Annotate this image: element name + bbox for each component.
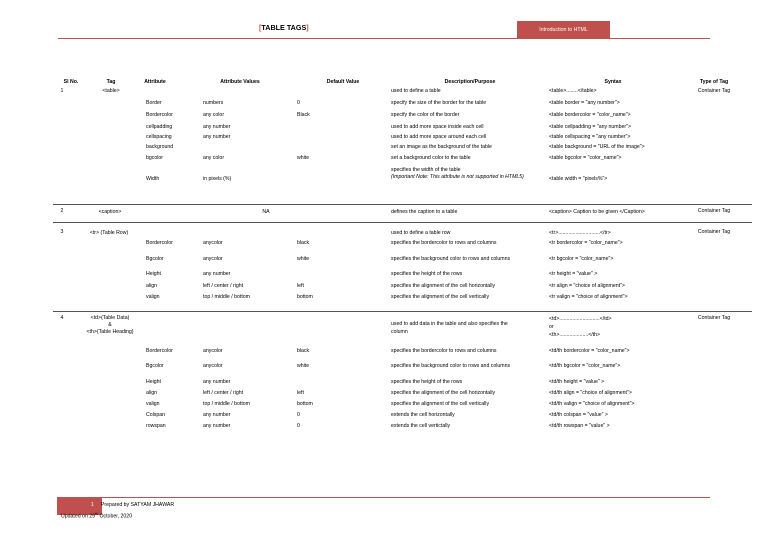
td-val-bgcolor: anycolor — [203, 363, 223, 369]
col-sl-no: Sl No. — [63, 79, 79, 85]
td-val-valign: top / middle / bottom — [203, 401, 250, 407]
header-tab: Introduction to HTML — [517, 21, 610, 38]
row-td-desc-2: column — [391, 329, 408, 335]
tr-attr-align: align — [146, 283, 157, 289]
row-td-syntax-2: or — [549, 324, 554, 330]
row-td-syntax-1: <td>............................</td> — [549, 316, 612, 322]
tr-attr-height: Height — [146, 271, 161, 277]
tr-desc-bordercolor: specifies the bordercolor to rows and columns — [391, 240, 497, 246]
table-note-width: (Important Note: This attribute is not supported in HTML5) — [391, 174, 524, 180]
title-bracket-close: ] — [306, 23, 309, 32]
td-syn-valign: <td/th valign = "choice of alignment"> — [549, 401, 635, 407]
table-syn-bgcolor: <table bgcolor = "color_name"> — [549, 155, 622, 161]
td-attr-rowspan: rowspan — [146, 423, 166, 429]
tr-val-bordercolor: anycolor — [203, 240, 223, 246]
table-attr-bgcolor: bgcolor — [146, 155, 164, 161]
tr-val-height: any number — [203, 271, 231, 277]
td-desc-align: specifies the alignment of the cell horizontally — [391, 390, 496, 396]
row-caption-type: Container Tag — [697, 208, 731, 214]
td-def-rowspan: 0 — [297, 423, 300, 429]
row-td-tag-2: & — [108, 322, 112, 328]
page-number: 1 — [91, 502, 94, 508]
col-attribute-values: Attribute Values — [220, 79, 260, 85]
col-type-of-tag: Type of Tag — [699, 79, 729, 85]
table-attr-border: Border — [146, 100, 162, 106]
table-val-width: in pixels (%) — [203, 176, 232, 182]
tr-desc-bgcolor: specifies the background color to rows and columns — [391, 256, 511, 262]
col-default-value: Default Value — [326, 79, 360, 85]
td-def-align: left — [297, 390, 304, 396]
table-desc-cellpadding: used to add more space inside each cell — [391, 124, 484, 130]
tr-syn-align: <tr align = "choice of alignment"> — [549, 283, 625, 289]
table-val-bordercolor: any color — [203, 112, 225, 118]
tr-syn-bgcolor: <tr bgcolor = "color_name"> — [549, 256, 614, 262]
row-table-desc: used to define a table — [391, 88, 441, 94]
row-divider — [53, 204, 752, 205]
td-attr-bordercolor: Bordercolor — [146, 348, 173, 354]
row-tr-sl: 3 — [60, 229, 64, 235]
row-tr-type: Container Tag — [697, 229, 731, 235]
table-def-bgcolor: white — [297, 155, 310, 161]
td-attr-height: Height — [146, 379, 161, 385]
table-desc-width: specifies the width of the table — [391, 167, 461, 173]
tr-syn-bordercolor: <tr bordercolor = "color_name"> — [549, 240, 623, 246]
tr-desc-height: specifies the height of the rows — [391, 271, 463, 277]
updated-date — [61, 512, 132, 520]
tr-attr-bordercolor: Bordercolor — [146, 240, 173, 246]
table-desc-border: specify the size of the border for the table — [391, 100, 487, 106]
td-val-bordercolor: anycolor — [203, 348, 223, 354]
td-attr-align: align — [146, 390, 157, 396]
tr-def-align: left — [297, 283, 304, 289]
td-desc-bgcolor: specifies the background color to rows and columns — [391, 363, 511, 369]
row-td-syntax-3: <th>....................</th> — [549, 332, 601, 338]
table-attr-width: Width — [146, 176, 160, 182]
tr-val-valign: top / middle / bottom — [203, 294, 250, 300]
table-val-cellspacing: any number — [203, 134, 231, 140]
table-syn-cellspacing: <table cellspacing = "any number"> — [549, 134, 631, 140]
title-bracket-open: [ — [259, 23, 262, 32]
td-syn-rowspan: <td/th rowspan = "value" > — [549, 423, 610, 429]
updated-sup: th — [95, 512, 99, 516]
footer-credit — [91, 502, 174, 508]
row-caption-sl: 2 — [60, 208, 64, 214]
header-divider — [58, 38, 710, 39]
table-desc-background: set an image as the background of the table — [391, 144, 492, 150]
row-divider — [53, 311, 752, 312]
td-syn-bordercolor: <td/th bordercolor = "color_name"> — [549, 348, 630, 354]
row-td-sl: 4 — [60, 315, 64, 321]
tr-def-bgcolor: white — [297, 256, 310, 262]
tr-attr-valign: valign — [146, 294, 160, 300]
tr-attr-bgcolor: Bgcolor — [146, 256, 164, 262]
td-desc-height: specifies the height of the rows — [391, 379, 463, 385]
col-description: Description/Purpose — [444, 79, 496, 85]
row-td-type: Container Tag — [697, 315, 731, 321]
td-attr-bgcolor: Bgcolor — [146, 363, 164, 369]
table-desc-bordercolor: specify the color of the border — [391, 112, 460, 118]
page-title — [259, 23, 309, 32]
tr-desc-valign: specifies the alignment of the cell vertically — [391, 294, 490, 300]
table-attr-cellpadding: cellpadding — [146, 124, 173, 130]
td-syn-height: <td/th height = "value" > — [549, 379, 605, 385]
table-syn-bordercolor: <table bordercolor = "color_name"> — [549, 112, 631, 118]
table-attr-bordercolor: Bordercolor — [146, 112, 173, 118]
td-attr-valign: valign — [146, 401, 160, 407]
row-caption-na: NA — [262, 209, 270, 215]
table-val-cellpadding: any number — [203, 124, 231, 130]
table-syn-width: <table width = "pixels%"> — [549, 176, 608, 182]
td-desc-bordercolor: specifies the bordercolor to rows and columns — [391, 348, 497, 354]
row-divider — [53, 222, 752, 223]
tr-val-align: left / center / right — [203, 283, 244, 289]
row-tr-syntax: <tr>.............................</tr> — [549, 230, 611, 236]
td-def-valign: bottom — [297, 401, 313, 407]
row-td-tag-3: <th>(Table Heading) — [86, 329, 134, 335]
tr-val-bgcolor: anycolor — [203, 256, 223, 262]
table-val-bgcolor: any color — [203, 155, 225, 161]
table-syn-background: <table background = "URL of the image"> — [549, 144, 645, 150]
table-desc-bgcolor: set a background color to the table — [391, 155, 471, 161]
td-syn-bgcolor: <td/th bgcolor = "color_name"> — [549, 363, 621, 369]
updated-suffix: October, 2020 — [98, 513, 133, 520]
tr-syn-valign: <tr valign = "choice of alignment"> — [549, 294, 628, 300]
td-def-bgcolor: white — [297, 363, 310, 369]
td-desc-rowspan: extends the cell vertictally — [391, 423, 451, 429]
tr-syn-height: <tr height = "value" > — [549, 271, 598, 277]
td-syn-colspan: <td/th colspan = "value" > — [549, 412, 608, 418]
footer-divider — [102, 497, 710, 498]
prepared-by: Prepared by SATYAM JHAWAR — [100, 502, 175, 508]
table-val-border: numbers — [203, 100, 224, 106]
row-caption-syntax: <caption> Caption to be given </Caption> — [549, 209, 645, 215]
col-attribute: Attribute — [144, 79, 166, 85]
table-def-border: 0 — [297, 100, 300, 106]
tr-desc-align: specifies the alignment of the cell horizontally — [391, 283, 496, 289]
row-td-tag-1: <td>(Table Data) — [90, 315, 130, 321]
td-val-height: any number — [203, 379, 231, 385]
col-tag: Tag — [106, 79, 116, 85]
col-syntax: Syntax — [604, 79, 622, 85]
table-def-bordercolor: Black — [297, 112, 310, 118]
row-tr-tag: <tr> (Table Row) — [89, 230, 129, 236]
td-def-colspan: 0 — [297, 412, 300, 418]
table-syn-border: <table border = "any number"> — [549, 100, 620, 106]
row-caption-desc: defines the caption to a table — [391, 209, 458, 215]
td-desc-valign: specifies the alignment of the cell vertically — [391, 401, 490, 407]
row-tr-desc: used to define a table row — [391, 230, 451, 236]
td-syn-align: <td/th align = "choice of alignment"> — [549, 390, 632, 396]
td-val-rowspan: any number — [203, 423, 231, 429]
td-attr-colspan: Colspan — [146, 412, 166, 418]
table-attr-background: background — [146, 144, 174, 150]
td-val-colspan: any number — [203, 412, 231, 418]
row-caption-tag: <caption> — [98, 209, 122, 215]
table-attr-cellspacing: cellspacing — [146, 134, 172, 140]
updated-prefix: Updated on 29 — [61, 513, 96, 520]
td-val-align: left / center / right — [203, 390, 244, 396]
table-syn-cellpadding: <table cellpadding = "any number"> — [549, 124, 631, 130]
row-td-desc: used to add data in the table and also specifies the — [391, 321, 508, 327]
title-text: TABLE TAGS — [261, 23, 307, 32]
tr-def-bordercolor: black — [297, 240, 310, 246]
td-desc-colspan: extends the cell horizontally — [391, 412, 455, 418]
tr-def-valign: bottom — [297, 294, 313, 300]
td-def-bordercolor: black — [297, 348, 310, 354]
table-desc-cellspacing: used to add more space around each cell — [391, 134, 487, 140]
row-table-syntax: <table>........</table> — [549, 88, 597, 94]
row-table-sl: 1 — [60, 88, 64, 94]
row-table-type: Container Tag — [697, 88, 731, 94]
row-table-tag: <table> — [102, 88, 120, 94]
